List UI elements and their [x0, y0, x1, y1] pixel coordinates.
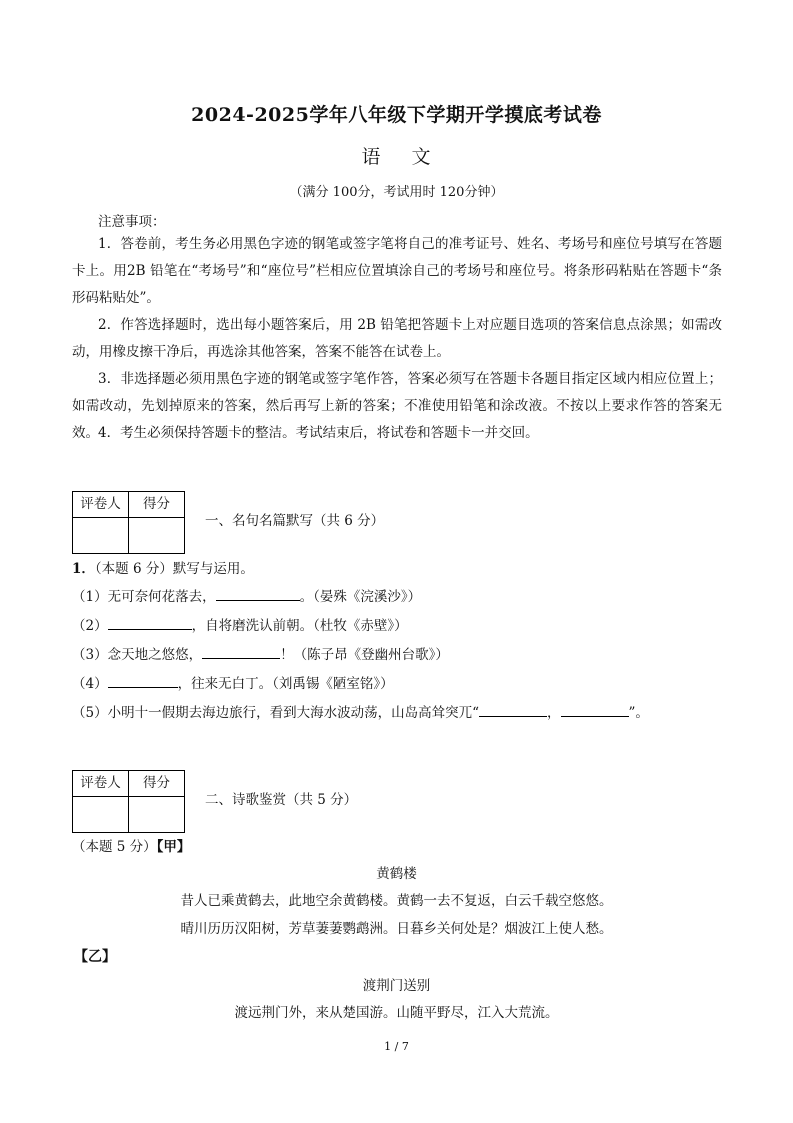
score-table-1 — [72, 491, 185, 554]
section-1-title: 一、名句名篇默写（共 6 分） — [205, 513, 385, 529]
grader-label: 评卷人 — [73, 492, 129, 518]
score-cell — [129, 518, 185, 554]
score-label: 得分 — [129, 492, 185, 518]
yi-label: 【乙】 — [74, 949, 116, 965]
question-1-stem: 1．（本题 6 分）默写与运用。 — [72, 561, 254, 577]
notice-item-2: 2．作答选择题时，选出每小题答案后，用 2B 铅笔把答题卡上对应题目选项的答案信息点涂黑；如需改动，用橡皮擦干净后，再选涂其他答案，答案不能答在试卷上。 — [72, 317, 722, 360]
answer-blank[interactable] — [561, 702, 629, 717]
poem-1-line-2: 晴川历历汉阳树，芳草萋萋鹦鹉洲。日暮乡关何处是？烟波江上使人愁。 — [180, 921, 613, 937]
subject-heading — [0, 142, 793, 169]
exam-title: 2024-2025学年八年级下学期开学摸底考试卷 — [191, 104, 602, 126]
notice-item-4: 4．考生必须保持答题卡的整洁。考试结束后，将试卷和答题卡一并交回。 — [98, 425, 539, 441]
answer-blank[interactable] — [216, 586, 300, 601]
fill-line-3: （3）念天地之悠悠， ！（陈子昂《登幽州台歌》） — [72, 643, 449, 663]
fill-line-5: （5）小明十一假期去海边旅行，看到大海水波动荡，山岛高耸突兀“ ， ”。 — [72, 701, 649, 721]
notice-item-1: 1．答卷前，考生务必用黑色字迹的钢笔或签字笔将自己的准考证号、姓名、考场号和座位号填写在答题卡上。用2B 铅笔在“考场号”和“座位号”栏相应位置填涂自己的考场号和座位号。将条形码粘贴在答题卡“条形码粘贴处”。 — [72, 236, 722, 306]
score-label: 得分 — [129, 771, 185, 797]
subject-char-1: 语 — [361, 146, 382, 168]
answer-blank[interactable] — [479, 702, 547, 717]
fill-line-1: （1）无可奈何花落去， 。（晏殊《浣溪沙》） — [72, 585, 421, 605]
section-2-title: 二、诗歌鉴赏（共 5 分） — [205, 792, 358, 808]
question-2-stem: （本题 5 分）【甲】 — [72, 839, 191, 855]
answer-blank[interactable] — [108, 673, 178, 688]
subject-char-2: 文 — [411, 146, 432, 168]
fill-line-4: （4） ，往来无白丁。（刘禹锡《陋室铭》） — [72, 672, 394, 692]
poem-1-line-1: 昔人已乘黄鹤去，此地空余黄鹤楼。黄鹤一去不复返，白云千载空悠悠。 — [180, 893, 613, 909]
poem-1-title: 黄鹤楼 — [376, 866, 417, 882]
poem-2-line-1: 渡远荆门外，来从楚国游。山随平野尽，江入大荒流。 — [234, 1005, 559, 1021]
notice-heading: 注意事项： — [98, 214, 166, 230]
answer-blank[interactable] — [202, 644, 280, 659]
time-note: （满分 100分，考试用时 120分钟） — [289, 185, 504, 200]
grader-label: 评卷人 — [73, 771, 129, 797]
page-number: 1 / 7 — [384, 1040, 409, 1053]
fill-line-2: （2） ，自将磨洗认前朝。（杜牧《赤壁》） — [72, 614, 408, 634]
grader-cell — [73, 518, 129, 554]
poem-2-title: 渡荆门送别 — [362, 978, 431, 994]
score-table-2 — [72, 770, 185, 833]
answer-blank[interactable] — [108, 615, 192, 630]
grader-cell — [73, 797, 129, 833]
notice-item-3: 3．非选择题必须用黑色字迹的钢笔或签字笔作答，答案必须写在答题卡各题目指定区域内相应位置上；如需改动，先划掉原来的答案，然后再写上新的答案；不准使用铅笔和涂改液。不按以上要求作答的答案无效。 — [72, 371, 722, 441]
score-cell — [129, 797, 185, 833]
